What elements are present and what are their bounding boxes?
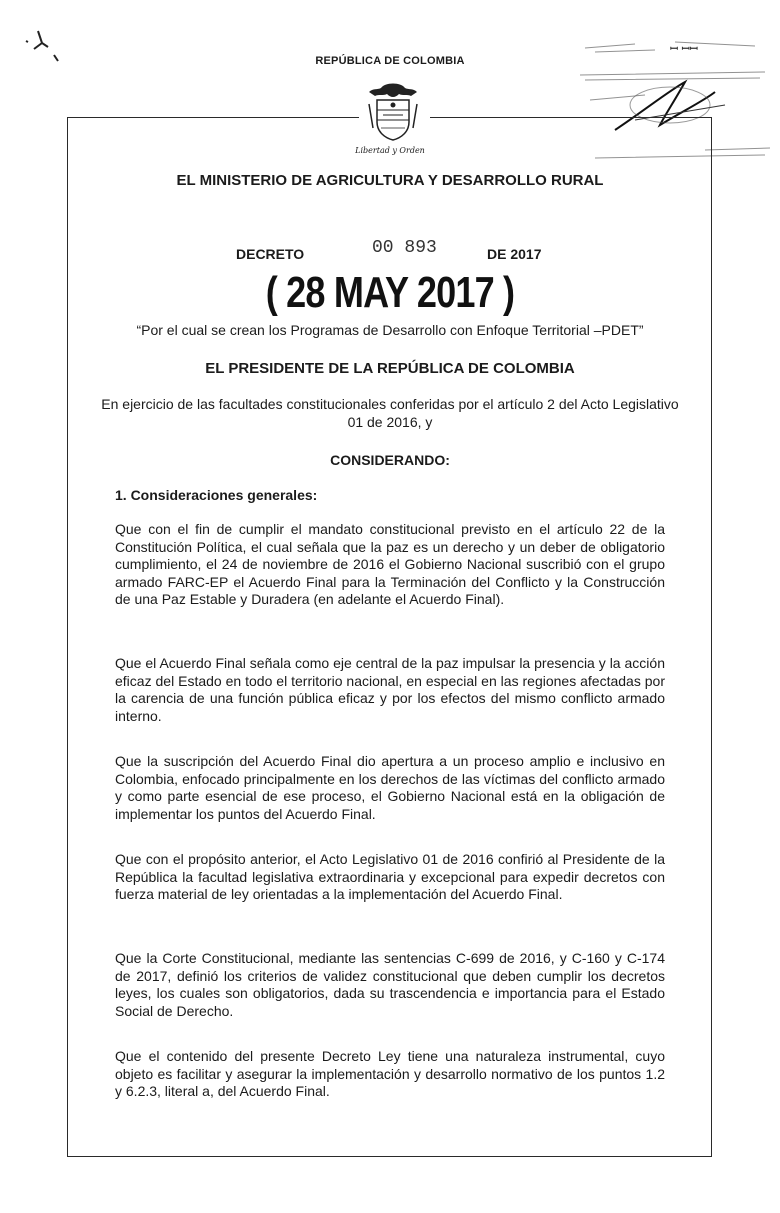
section-heading: 1. Consideraciones generales: bbox=[115, 487, 318, 503]
considering-heading: CONSIDERANDO: bbox=[330, 452, 450, 468]
decree-year: DE 2017 bbox=[487, 246, 542, 262]
paragraph: Que el Acuerdo Final señala como eje central de la paz impulsar la presencia y la acción eficaz del Estado en todo el territorio nacional, en especial en las regiones afectadas por la carencia de una función pública eficaz y por los efectos del mismo conflicto armado interno. bbox=[115, 655, 665, 724]
paragraph: Que la suscripción del Acuerdo Final dio apertura a un proceso amplio e inclusivo en Colombia, enfocado principalmente en los derechos de las víctimas del conflicto armado y como parte esencial de ese proceso, el Gobierno Nacional está en la obligación de implementar los puntos del Acuerdo Final. bbox=[115, 753, 665, 822]
decree-subject: “Por el cual se crean los Programas de Desarrollo con Enfoque Territorial –PDET” bbox=[136, 322, 644, 338]
frame-line bbox=[67, 1156, 712, 1157]
paragraph: Que con el fin de cumplir el mandato constitucional previsto en el artículo 22 de la Constitución Política, el cual señala que la paz es un derecho y un deber de obligatorio cumplimiento, el 24 de noviembre de 2016 el Gobierno Nacional suscribió con el grupo armado FARC-EP el Acuerdo Final para la Terminación del Conflicto y la Construcción de una Paz Estable y Duradera (en adelante el Acuerdo Final). bbox=[115, 521, 665, 607]
president-heading: EL PRESIDENTE DE LA REPÚBLICA DE COLOMBIA bbox=[205, 360, 575, 377]
frame-line bbox=[67, 117, 359, 118]
preamble: En ejercicio de las facultades constitucionales conferidas por el artículo 2 del Acto Legislativo 01 de 2016, y bbox=[101, 396, 679, 430]
paragraph: Que con el propósito anterior, el Acto Legislativo 01 de 2016 confirió al Presidente de la República la facultad legislativa extraordinaria y excepcional para expedir decretos con fuerza material de ley orientadas a la implementación del Acuerdo Final. bbox=[115, 851, 665, 902]
ministry-title: EL MINISTERIO DE AGRICULTURA Y DESARROLLO RURAL bbox=[176, 172, 604, 189]
republic-title: REPÚBLICA DE COLOMBIA bbox=[315, 55, 465, 67]
decree-number: 00 893 bbox=[372, 238, 437, 258]
paragraph: Que la Corte Constitucional, mediante las sentencias C-699 de 2016, y C-160 y C-174 de 2017, definió los criterios de validez constitucional que deben cumplir los decretos leyes, los cuales son obligatorios, dada su trascendencia e importancia para el Estado Social de Derecho. bbox=[115, 950, 665, 1019]
date-stamp: ( 28 MAY 2017 ) bbox=[265, 268, 515, 317]
motto: Libertad y Orden bbox=[355, 146, 425, 155]
decree-label: DECRETO bbox=[236, 246, 305, 262]
coat-of-arms-icon bbox=[363, 82, 423, 144]
frame-line bbox=[67, 117, 68, 1157]
svg-text:ꟷ ꟷꟷ: ꟷ ꟷꟷ bbox=[670, 44, 698, 55]
frame-line bbox=[711, 117, 712, 1157]
paragraph: Que el contenido del presente Decreto Ley tiene una naturaleza instrumental, cuyo objeto es facilitar y asegurar la implementación y desarrollo normativo de los puntos 1.2 y 6.2.3, literal a, del Acuerdo Final. bbox=[115, 1048, 665, 1099]
frame-line bbox=[430, 117, 712, 118]
